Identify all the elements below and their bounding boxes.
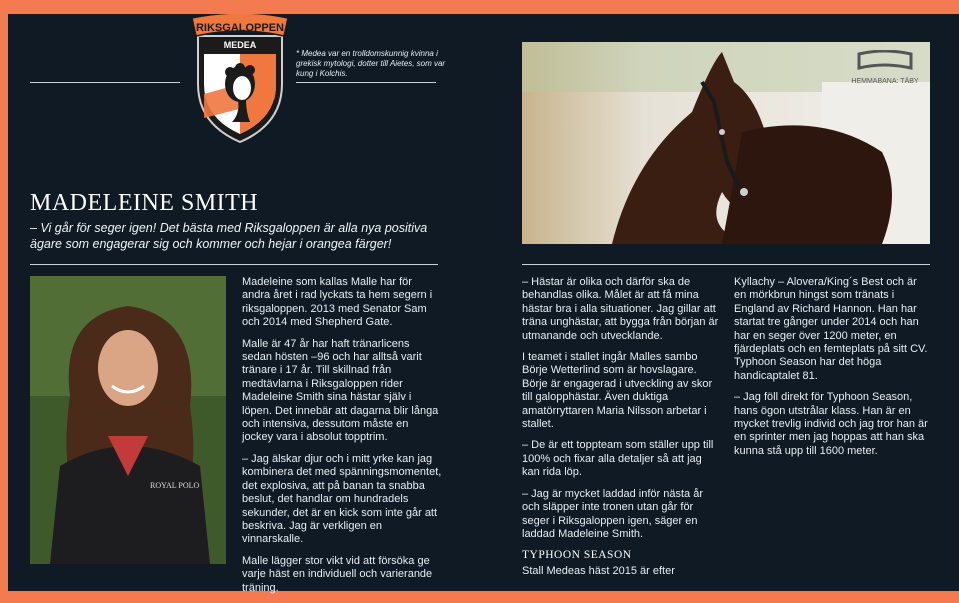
hemmabana-label: HEMMABANA: TÄBY [851, 78, 919, 85]
magazine-page [8, 14, 959, 594]
paragraph: – Jag föll direkt för Typhoon Season, hans ögon utstrålar klass. Han är en mycket trevlig individ och jag tror han är en sprinter men jag hoppas att han ska kunna stå upp till 1600 meter. [734, 391, 928, 457]
paragraph: I teamet i stallet ingår Malles sambo Börje Wetterlind som är hovslagare. Börje är engagerad i utveckling av skor till galopphästar. Även duktiga amatörryttaren Maria Nilsson arbetar i stallet. [522, 351, 713, 431]
typhoon-season-heading: TYPHOON SEASON [522, 549, 632, 562]
rule-left [30, 82, 180, 83]
taby-track-icon [855, 50, 915, 72]
typhoon-season-intro: Stall Medeas häst 2015 är efter [522, 564, 675, 577]
paragraph: Malle är 47 år har haft tränarlicens sedan hösten –96 och har alltså varit tränare i 17 år. Till skillnad från medtävlarna i Riksgaloppen rider Madeleine Smith sina hästar själv i löpen. Det innebär att dagarna blir långa och intensiva, dessutom måste en jockey vara i absolut topptrim. [242, 337, 439, 444]
footnote: * Medea var en trolldomskunnig kvinna i grekisk mytologi, dotter till Aietes, som var kung i Kolchis. [296, 49, 446, 78]
text-column-2 [522, 276, 722, 578]
text-column-3 [734, 276, 930, 466]
paragraph: Madeleine som kallas Malle har för andra året i rad lyckats ta hem segern i riksgaloppen. 2013 med Senator Sam och 2014 med Shepherd Gate. [242, 276, 433, 329]
crest-top-text: RIKSGALOPPEN [195, 22, 285, 34]
lead-quote: – Vi går för seger igen! Det bästa med Riksgaloppen är alla nya positiva ägare som engagerar sig och kommer och hejar i orangea färger! [30, 221, 428, 251]
hemmabana-logo [848, 50, 922, 85]
paragraph: – De är ett toppteam som ställer upp till 100% och fixar alla detaljer så att jag kan rida löp. [522, 439, 714, 479]
crest-name: MEDEA [223, 40, 257, 50]
horse-photo [522, 42, 930, 244]
text-column-1 [242, 276, 442, 603]
paragraph: – Jag älskar djur och i mitt yrke kan jag kombinera det med spänningsmomentet, det explosiva, att på banan ta snabba beslut, det handlar om hundradels sekunder, det är en kick som inte går att beskriva. Jag är verkligen en vinnarskalle. [242, 452, 442, 546]
riksgaloppen-medea-crest [188, 14, 292, 146]
paragraph: Malle lägger stor vikt vid att försöka ge varje häst en individuell och varierande träning. [242, 554, 433, 594]
rule-right-section [522, 264, 930, 265]
svg-text:ROYAL POLO: ROYAL POLO [150, 481, 200, 490]
rule-lead-bottom [30, 264, 438, 265]
page-title: MADELEINE SMITH [30, 190, 259, 216]
madeleine-smith-photo [30, 276, 226, 564]
paragraph: – Hästar är olika och därför ska de behandlas olika. Målet är att få mina hästar bra i alla situationer. Jag gillar att träna unghästar, att bygga från början är utmanande och utvecklande. [522, 276, 719, 342]
paragraph: – Jag är mycket laddad inför nästa år och släpper inte tronen utan går för seger i Riksgaloppen igen, säger en laddad Madeleine Smith. [522, 487, 703, 540]
rule-right [296, 82, 436, 83]
paragraph: Kyllachy – Alovera/King´s Best och är en mörkbrun hingst som tränats i England av Richard Hannon. Han har startat tre gånger under 2014 och han har en seger över 1200 meter, en fjärdeplats och en femteplats på sitt CV. Typhoon Season har det höga handicaptalet 81. [734, 276, 928, 382]
